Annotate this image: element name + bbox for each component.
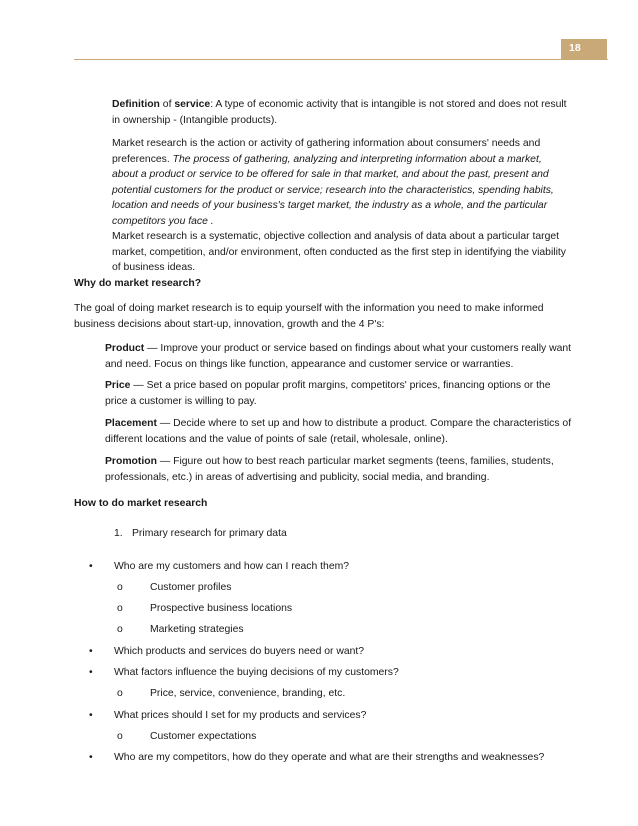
sub-bullet-text: Prospective business locations	[150, 603, 293, 614]
p-item-product	[105, 341, 575, 372]
bullet-icon: •	[89, 561, 93, 572]
definition-of: of	[159, 99, 175, 110]
market-research-paragraph-1	[112, 136, 568, 229]
page-number-badge	[559, 39, 607, 59]
market-research-italic: The process of gathering, analyzing and interpreting information about a market, about a product or service to be offered for sale in that market, and about the past, present and potential customers for the product or service; research into the characteristics, spending habits, location and needs of your business's target market, the industry as a whole, and the particular competitors you face .	[112, 153, 554, 227]
why-intro: The goal of doing market research is to equip yourself with the information you need to make informed business decisions about start-up, innovation, growth and the 4 P's:	[74, 303, 544, 330]
sub-bullet-text: Marketing strategies	[150, 624, 244, 635]
sub-bullet-icon: o	[117, 582, 123, 593]
header-rule	[74, 59, 608, 60]
p-term: Price	[105, 380, 131, 391]
bullet-text: Which products and services do buyers need or want?	[114, 646, 365, 657]
bullet-icon: •	[89, 667, 93, 678]
how-heading: How to do market research	[74, 498, 208, 509]
p-item-price	[105, 378, 575, 409]
bullet-icon: •	[89, 646, 93, 657]
definition-term: service	[174, 99, 211, 110]
p-item-promotion	[105, 454, 575, 485]
bullet-text: What factors influence the buying decisions of my customers?	[114, 667, 399, 678]
p-text: — Decide where to set up and how to distribute a product. Compare the characteristics of different locations and the value of points of sale (retail, wholesale, online).	[105, 418, 572, 445]
definition-text: : A type of economic activity that is intangible is not stored and does not result in ownership - (Intangible products).	[112, 99, 567, 126]
numbered-text: Primary research for primary data	[132, 528, 287, 539]
sub-bullet-text: Customer profiles	[150, 582, 232, 593]
sub-bullet-icon: o	[117, 603, 123, 614]
p-text: — Improve your product or service based on findings about what your customers really want and need. Focus on things like function, appearance and customer service or warranties.	[105, 343, 572, 370]
sub-bullet-icon: o	[117, 731, 123, 742]
sub-bullet-text: Price, service, convenience, branding, etc.	[150, 688, 346, 699]
numbered-marker: 1.	[114, 528, 123, 539]
bullet-text: Who are my competitors, how do they operate and what are their strengths and weaknesses?	[114, 752, 545, 763]
sub-bullet-text: Customer expectations	[150, 731, 257, 742]
page-number: 18	[569, 42, 581, 54]
market-research-plain: Market research is the action or activity of gathering information about consumers' needs and preferences.	[112, 138, 541, 165]
sub-bullet-icon: o	[117, 624, 123, 635]
p-text: — Figure out how to best reach particular market segments (teens, families, students, professionals, etc.) in areas of advertising and publicity, social media, and branding.	[105, 456, 554, 483]
definition-paragraph	[112, 97, 568, 128]
bullet-text: What prices should I set for my products and services?	[114, 710, 367, 721]
p-term: Product	[105, 343, 145, 354]
p-item-placement	[105, 416, 575, 447]
sub-bullet-icon: o	[117, 688, 123, 699]
p-text: — Set a price based on popular profit margins, competitors' prices, financing options or the price a customer is willing to pay.	[105, 380, 551, 407]
bullet-text: Who are my customers and how can I reach them?	[114, 561, 350, 572]
why-heading: Why do market research?	[74, 278, 202, 289]
p-term: Promotion	[105, 456, 157, 467]
p-term: Placement	[105, 418, 157, 429]
definition-label: Definition	[112, 99, 160, 110]
bullet-icon: •	[89, 710, 93, 721]
bullet-icon: •	[89, 752, 93, 763]
market-research-paragraph-2: Market research is a systematic, objective collection and analysis of data about a particular target market, competition, and/or environment, often conducted as the first step in identifying the viability of business ideas.	[112, 231, 566, 273]
